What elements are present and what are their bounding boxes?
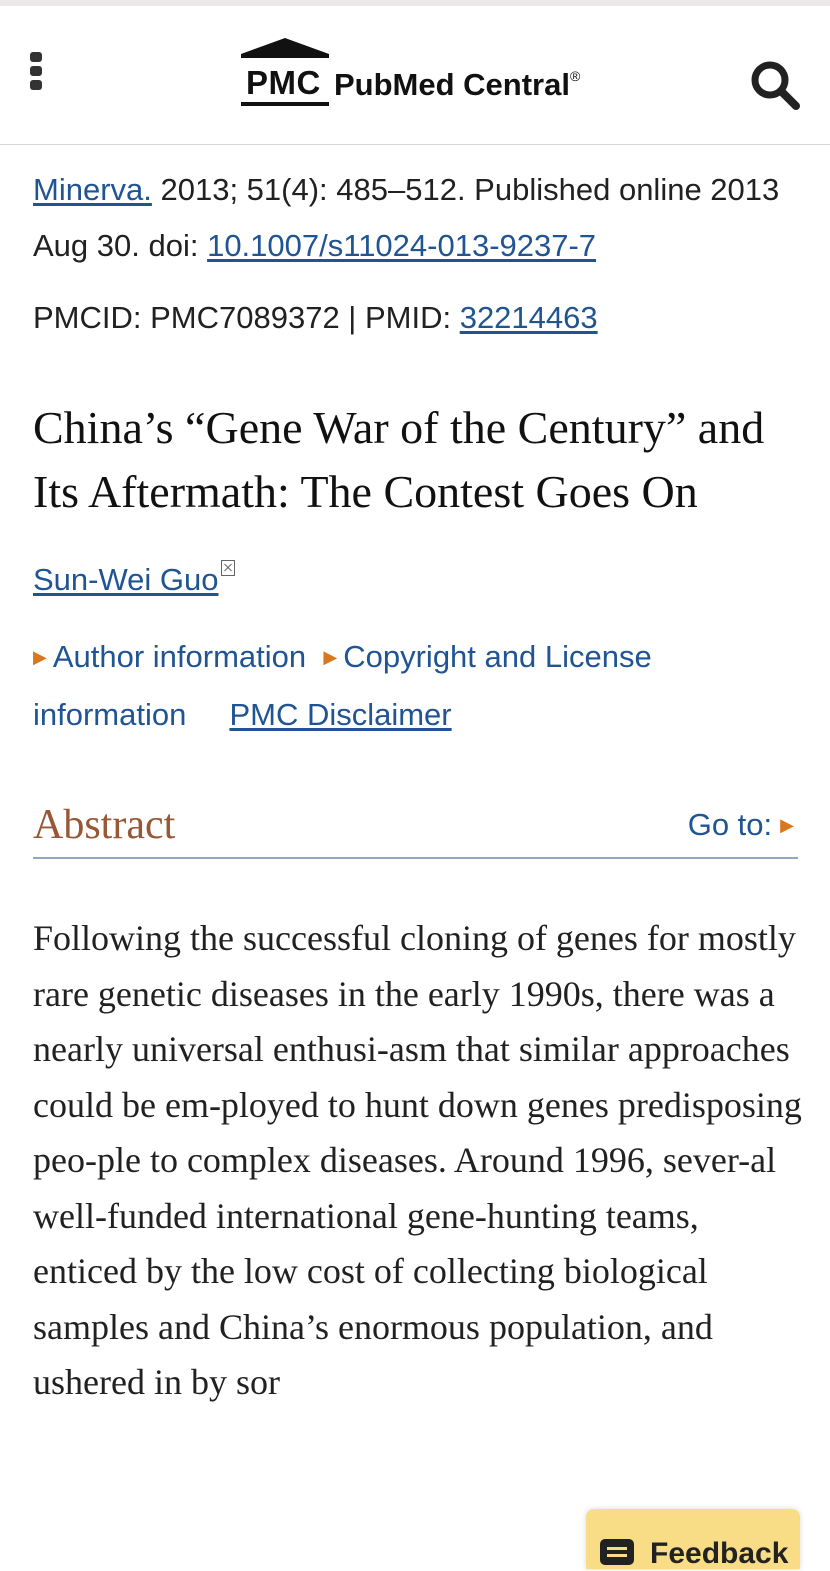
site-header: [0, 6, 830, 145]
pmc-disclaimer-link[interactable]: PMC Disclaimer: [229, 697, 452, 732]
goto-label: Go to:: [687, 807, 773, 842]
registered-mark: ®: [569, 68, 581, 84]
citation-details: 2013; 51(4): 485–512. Published online 2013 Aug 30. doi:: [33, 172, 780, 263]
feedback-button[interactable]: [586, 1509, 800, 1569]
article-title: China’s “Gene War of the Century” and Its Aftermath: The Contest Goes On: [33, 402, 765, 517]
pmcid-text: PMCID: PMC7089372 | PMID:: [33, 300, 460, 335]
abstract-text: Following the successful cloning of genes for mostly rare genetic diseases in the early 1990s, there was a nearly universal enthusi-asm that similar approaches could be em-ployed to hunt down genes predisposing peo-ple to complex diseases. Around 1996, sever-al well-funded international gene-hunting teams, enticed by the low cost of collecting biological samples and China’s enormous population, and ushered in by sor: [33, 918, 802, 1402]
abstract-heading: Abstract: [33, 802, 176, 848]
feedback-icon: [600, 1539, 634, 1565]
author-information-toggle[interactable]: [33, 639, 306, 674]
triangle-right-icon: ▶: [323, 647, 338, 667]
citation: [33, 162, 798, 274]
author-link[interactable]: Sun-Wei Guo: [33, 562, 219, 597]
logo-name: PubMed Central: [334, 67, 570, 102]
author-line: [33, 560, 798, 600]
author-information-label: Author information: [52, 639, 307, 674]
goto-menu[interactable]: [688, 807, 794, 843]
email-icon[interactable]: [221, 560, 235, 576]
info-links: [33, 628, 798, 743]
logo-pmc-text: PMC: [246, 64, 321, 101]
copyright-license-label: Copyright and License information: [33, 639, 652, 732]
pmid-link[interactable]: 32214463: [459, 300, 598, 335]
search-icon[interactable]: [748, 58, 802, 112]
abstract-header: [33, 791, 798, 859]
doi-link[interactable]: 10.1007/s11024-013-9237-7: [207, 228, 597, 263]
article-ids: [33, 298, 798, 338]
journal-link[interactable]: Minerva.: [33, 172, 152, 207]
menu-dots-icon[interactable]: [30, 52, 44, 96]
article-content: [33, 160, 802, 1447]
triangle-right-icon: ▶: [780, 815, 794, 835]
triangle-right-icon: ▶: [33, 647, 47, 667]
feedback-label: Feedback: [650, 1537, 789, 1570]
pmc-logo[interactable]: [238, 36, 608, 116]
logo-site-name: [334, 67, 580, 103]
